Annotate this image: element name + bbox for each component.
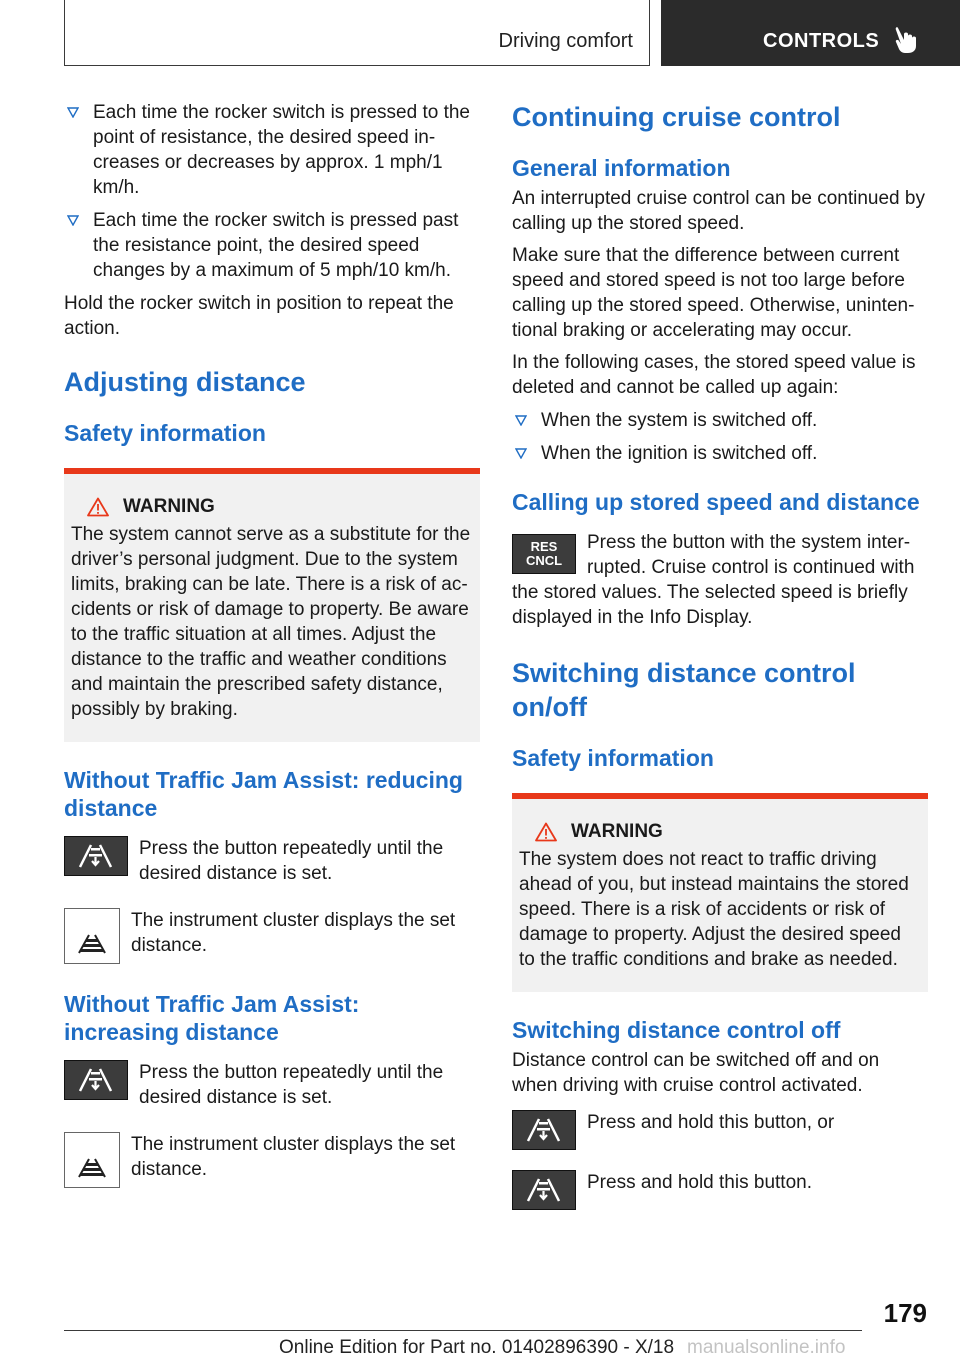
- distance-button: [512, 1110, 576, 1150]
- distance-icon: [513, 1171, 574, 1208]
- heading-adjusting-distance: Adjusting distance: [64, 367, 306, 397]
- list-item: [64, 208, 480, 283]
- header-chapter-box: [661, 0, 960, 66]
- footer-edition: Online Edition for Part no. 01402896390 - X/18: [279, 1337, 675, 1358]
- distance-button: [64, 836, 128, 876]
- cncl-label: CNCL: [525, 553, 563, 568]
- heading-increasing-distance: Without Traffic Jam Assist: increasing distance: [64, 991, 360, 1045]
- warning-triangle-icon: [535, 822, 557, 842]
- paragraph: Distance control can be switched off and on when driving with cruise control activated.: [512, 1050, 880, 1096]
- triangle-bullet-icon: [67, 107, 79, 118]
- paragraph: An interrupted cruise control can be continued by calling up the stored speed.: [512, 188, 925, 234]
- header-section-box: [64, 0, 650, 66]
- cluster-row: [64, 1132, 480, 1188]
- left-column: [64, 100, 480, 1188]
- distance-button: [512, 1170, 576, 1210]
- triangle-bullet-icon: [515, 415, 527, 426]
- warning-header: [71, 496, 473, 518]
- cluster-description: The instrument cluster displays the set distance.: [131, 1134, 456, 1180]
- warning-box: [64, 468, 480, 742]
- distance-button-row: [512, 1170, 928, 1210]
- heading-continuing-cruise-control: Continuing cruise control: [512, 102, 841, 132]
- list-item-text: When the system is switched off.: [541, 410, 818, 431]
- button-description: Press the button repeatedly until the desired distance is set.: [139, 838, 444, 884]
- header-section-title: Driving comfort: [498, 30, 633, 52]
- heading-reducing-distance: Without Traffic Jam Assist: reducing distance: [64, 767, 463, 821]
- distance-button-row: [64, 1060, 480, 1110]
- heading-general-information: General information: [512, 155, 731, 181]
- triangle-bullet-icon: [67, 215, 79, 226]
- warning-text: The system does not react to traffic driving ahead of you, but instead maintains the stored speed. There is a risk of accidents or risk of damage to property. Adjust the desired speed to the traffic conditions and brake as needed.: [519, 849, 909, 970]
- footer-divider: [64, 1330, 862, 1331]
- distance-icon: [65, 837, 126, 874]
- cluster-description: The instrument cluster displays the set distance.: [131, 910, 456, 956]
- res-label: RES: [530, 539, 558, 554]
- paragraph: In the following cases, the stored speed value is deleted and cannot be called up again:: [512, 352, 916, 398]
- heading-switching-distance-control: Switching distance control on/off: [512, 658, 856, 722]
- watermark: manualsonline.info: [687, 1337, 846, 1358]
- right-column: [512, 100, 928, 1210]
- list-item: [512, 408, 928, 433]
- button-description: Press the button repeatedly until the desired distance is set.: [139, 1062, 444, 1108]
- cluster-display-image: [64, 908, 120, 964]
- cluster-display-image: [64, 1132, 120, 1188]
- warning-triangle-icon: [87, 497, 109, 517]
- list-item-text: When the ignition is switched off.: [541, 443, 818, 464]
- paragraph: Make sure that the difference between current speed and stored speed is not too large before calling up the stored speed. Otherwise, uninten-tional braking or accelerating may occur.: [512, 245, 915, 341]
- pointing-hand-icon: [895, 26, 917, 54]
- warning-title: WARNING: [123, 496, 215, 517]
- triangle-bullet-icon: [515, 448, 527, 459]
- heading-calling-up-stored-speed: Calling up stored speed and distance: [512, 489, 920, 515]
- distance-icon: [65, 1061, 126, 1098]
- list-item-text: Each time the rocker switch is pressed to the point of resistance, the desired speed in-creases or decreases by approx. 1 mph/1 km/h.: [93, 102, 470, 198]
- distance-button-row: [512, 1110, 928, 1150]
- list-item-text: Each time the rocker switch is pressed past the resistance point, the desired speed changes by a maximum of 5 mph/10 km/h.: [93, 210, 459, 281]
- cluster-row: [64, 908, 480, 964]
- page-number: 179: [883, 1298, 927, 1328]
- distance-bars-icon: [65, 909, 119, 963]
- button-description: Press and hold this button.: [587, 1172, 812, 1193]
- res-description-continued: the stored values. The selected speed is briefly displayed in the Info Display.: [512, 582, 908, 628]
- distance-bars-icon: [65, 1133, 119, 1187]
- heading-switching-distance-control-off: Switching distance control off: [512, 1017, 841, 1043]
- list-item: [64, 100, 480, 200]
- header-chapter-title: CONTROLS: [763, 30, 880, 52]
- list-item: [512, 441, 928, 466]
- distance-icon: [513, 1111, 574, 1148]
- distance-button: [64, 1060, 128, 1100]
- heading-safety-information: Safety information: [512, 745, 714, 771]
- warning-box: [512, 793, 928, 992]
- warning-text: The system cannot serve as a substitute for the driver’s personal judgment. Due to the system limits, braking can be late. There is a risk of ac-cidents or risk of damage to property. Be aware to the traffic situation at all times. Adjust the distance to the traffic and weather conditions and maintain the prescribed safety distance, possibly by braking.: [71, 524, 471, 720]
- res-cncl-button: [512, 534, 576, 574]
- hold-paragraph: Hold the rocker switch in position to repeat the action.: [64, 293, 454, 339]
- warning-title: WARNING: [571, 821, 663, 842]
- res-button-row: [512, 530, 928, 580]
- distance-button-row: [64, 836, 480, 886]
- button-description: Press and hold this button, or: [587, 1112, 835, 1133]
- res-description: Press the button with the system inter-rupted. Cruise control is continued with: [587, 532, 915, 578]
- warning-header: [519, 821, 921, 843]
- heading-safety-information: Safety information: [64, 420, 266, 446]
